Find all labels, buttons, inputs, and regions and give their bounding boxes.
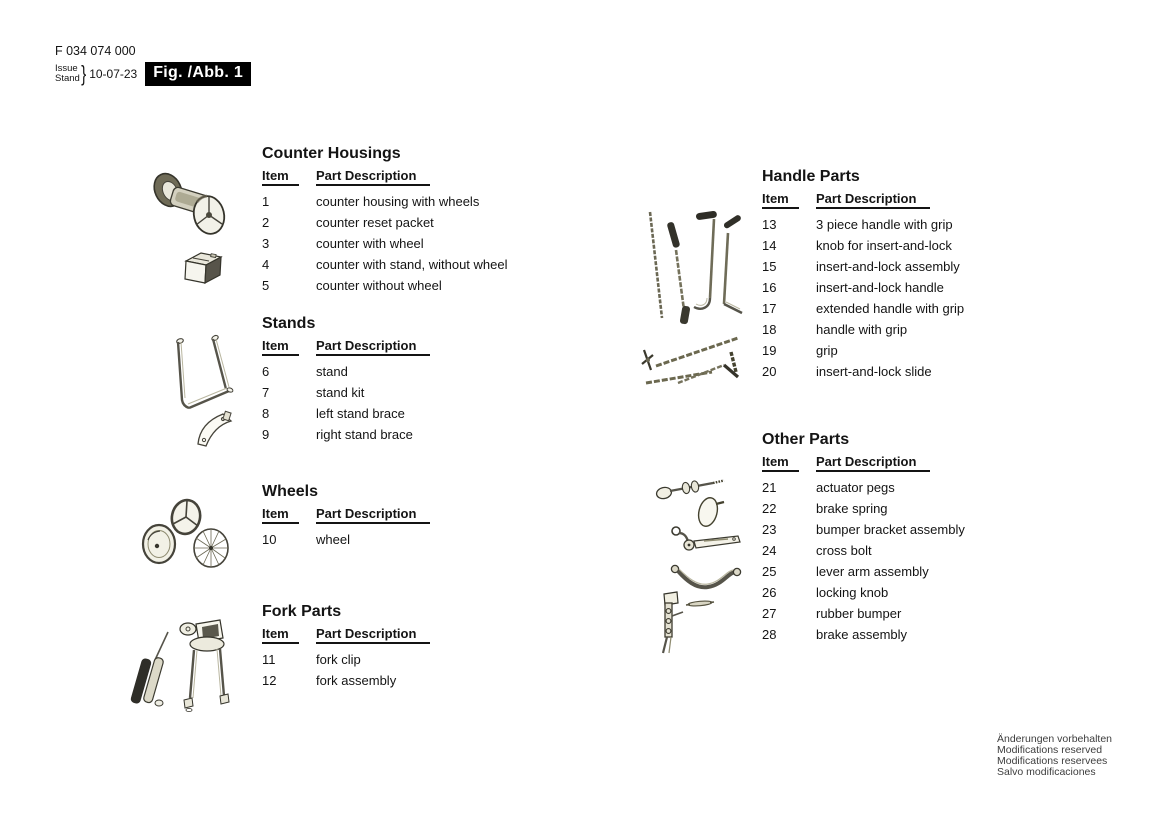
issue-stand-label: Issue Stand bbox=[55, 63, 80, 84]
table-row: 1 counter housing with wheels bbox=[262, 194, 480, 209]
table-row: 22 brake spring bbox=[762, 501, 888, 516]
table-row: 26 locking knob bbox=[762, 585, 889, 600]
legal-line-en: Modifications reserved bbox=[997, 744, 1103, 756]
column-header-part-description: Part Description bbox=[316, 168, 430, 186]
column-header-part-description: Part Description bbox=[816, 191, 930, 209]
table-row: 24 cross bolt bbox=[762, 543, 872, 558]
section-title: Stands bbox=[262, 315, 316, 332]
brace-glyph: } bbox=[80, 61, 87, 86]
table-header bbox=[762, 191, 964, 209]
table-row: 7 stand kit bbox=[262, 385, 365, 400]
fork-clip-drawing bbox=[128, 630, 176, 708]
table-row: 21 actuator pegs bbox=[762, 480, 895, 495]
table-row: 9 right stand brace bbox=[262, 427, 413, 442]
column-header-item: Item bbox=[262, 626, 299, 644]
stand-brace-drawing bbox=[192, 410, 236, 448]
table-row: 18 handle with grip bbox=[762, 322, 908, 337]
section-counter-housings bbox=[262, 145, 508, 296]
section-title: Counter Housings bbox=[262, 145, 401, 162]
column-header-item: Item bbox=[262, 168, 299, 186]
section-other-parts bbox=[762, 431, 965, 645]
column-header-item: Item bbox=[262, 506, 299, 524]
issue-date: 10-07-23 bbox=[89, 67, 138, 81]
table-row: 5 counter without wheel bbox=[262, 278, 442, 293]
table-header bbox=[262, 506, 430, 524]
table-row: 15 insert-and-lock assembly bbox=[762, 259, 960, 274]
table-row: 16 insert-and-lock handle bbox=[762, 280, 944, 295]
section-title: Other Parts bbox=[762, 431, 850, 448]
table-row: 10 wheel bbox=[262, 532, 350, 547]
section-title: Handle Parts bbox=[762, 168, 860, 185]
column-header-part-description: Part Description bbox=[316, 506, 430, 524]
column-header-item: Item bbox=[762, 191, 799, 209]
part-number: F 034 074 000 bbox=[55, 44, 136, 58]
legal-notice bbox=[997, 734, 1112, 778]
column-header-item: Item bbox=[262, 338, 299, 356]
legal-line-de: Änderungen vorbehalten bbox=[997, 733, 1113, 745]
wheels-drawing bbox=[134, 496, 238, 576]
section-stands bbox=[262, 315, 430, 445]
section-title: Fork Parts bbox=[262, 603, 342, 620]
column-header-part-description: Part Description bbox=[316, 626, 430, 644]
table-row: 6 stand bbox=[262, 364, 348, 379]
table-header bbox=[262, 626, 430, 644]
table-row: 27 rubber bumper bbox=[762, 606, 902, 621]
lever-arm-assembly-drawing bbox=[666, 524, 744, 554]
column-header-part-description: Part Description bbox=[316, 338, 430, 356]
counter-housing-with-wheels-drawing bbox=[148, 164, 236, 242]
table-header bbox=[262, 338, 430, 356]
stand-drawing bbox=[163, 334, 235, 422]
table-row: 25 lever arm assembly bbox=[762, 564, 929, 579]
table-row: 13 3 piece handle with grip bbox=[762, 217, 953, 232]
section-handle-parts bbox=[762, 168, 964, 382]
table-row: 3 counter with wheel bbox=[262, 236, 424, 251]
table-row: 28 brake assembly bbox=[762, 627, 908, 642]
table-row: 23 bumper bracket assembly bbox=[762, 522, 965, 537]
table-row: 4 counter with stand, without wheel bbox=[262, 257, 508, 272]
figure-label: Fig. /Abb. 1 bbox=[145, 62, 251, 86]
section-wheels bbox=[262, 483, 430, 550]
counter-without-wheel-drawing bbox=[178, 248, 226, 288]
legal-line-es: Salvo modificaciones bbox=[997, 766, 1096, 778]
handle-rods-drawing bbox=[638, 330, 750, 388]
fork-assembly-drawing bbox=[176, 616, 236, 714]
column-header-part-description: Part Description bbox=[816, 454, 930, 472]
section-fork-parts bbox=[262, 603, 430, 691]
table-row: 12 fork assembly bbox=[262, 673, 397, 688]
table-row: 14 knob for insert-and-lock bbox=[762, 238, 952, 253]
table-header bbox=[762, 454, 965, 472]
cross-bolt-drawing bbox=[684, 598, 716, 610]
table-row: 11 fork clip bbox=[262, 652, 361, 667]
table-row: 20 insert-and-lock slide bbox=[762, 364, 932, 379]
document-header bbox=[55, 44, 251, 86]
legal-line-fr: Modifications reservees bbox=[997, 755, 1108, 767]
handle-parts-drawing bbox=[640, 206, 744, 334]
table-row: 17 extended handle with grip bbox=[762, 301, 965, 316]
table-row: 19 grip bbox=[762, 343, 838, 358]
table-row: 8 left stand brace bbox=[262, 406, 405, 421]
section-title: Wheels bbox=[262, 483, 319, 500]
column-header-item: Item bbox=[762, 454, 799, 472]
table-row: 2 counter reset packet bbox=[262, 215, 434, 230]
table-header bbox=[262, 168, 508, 186]
